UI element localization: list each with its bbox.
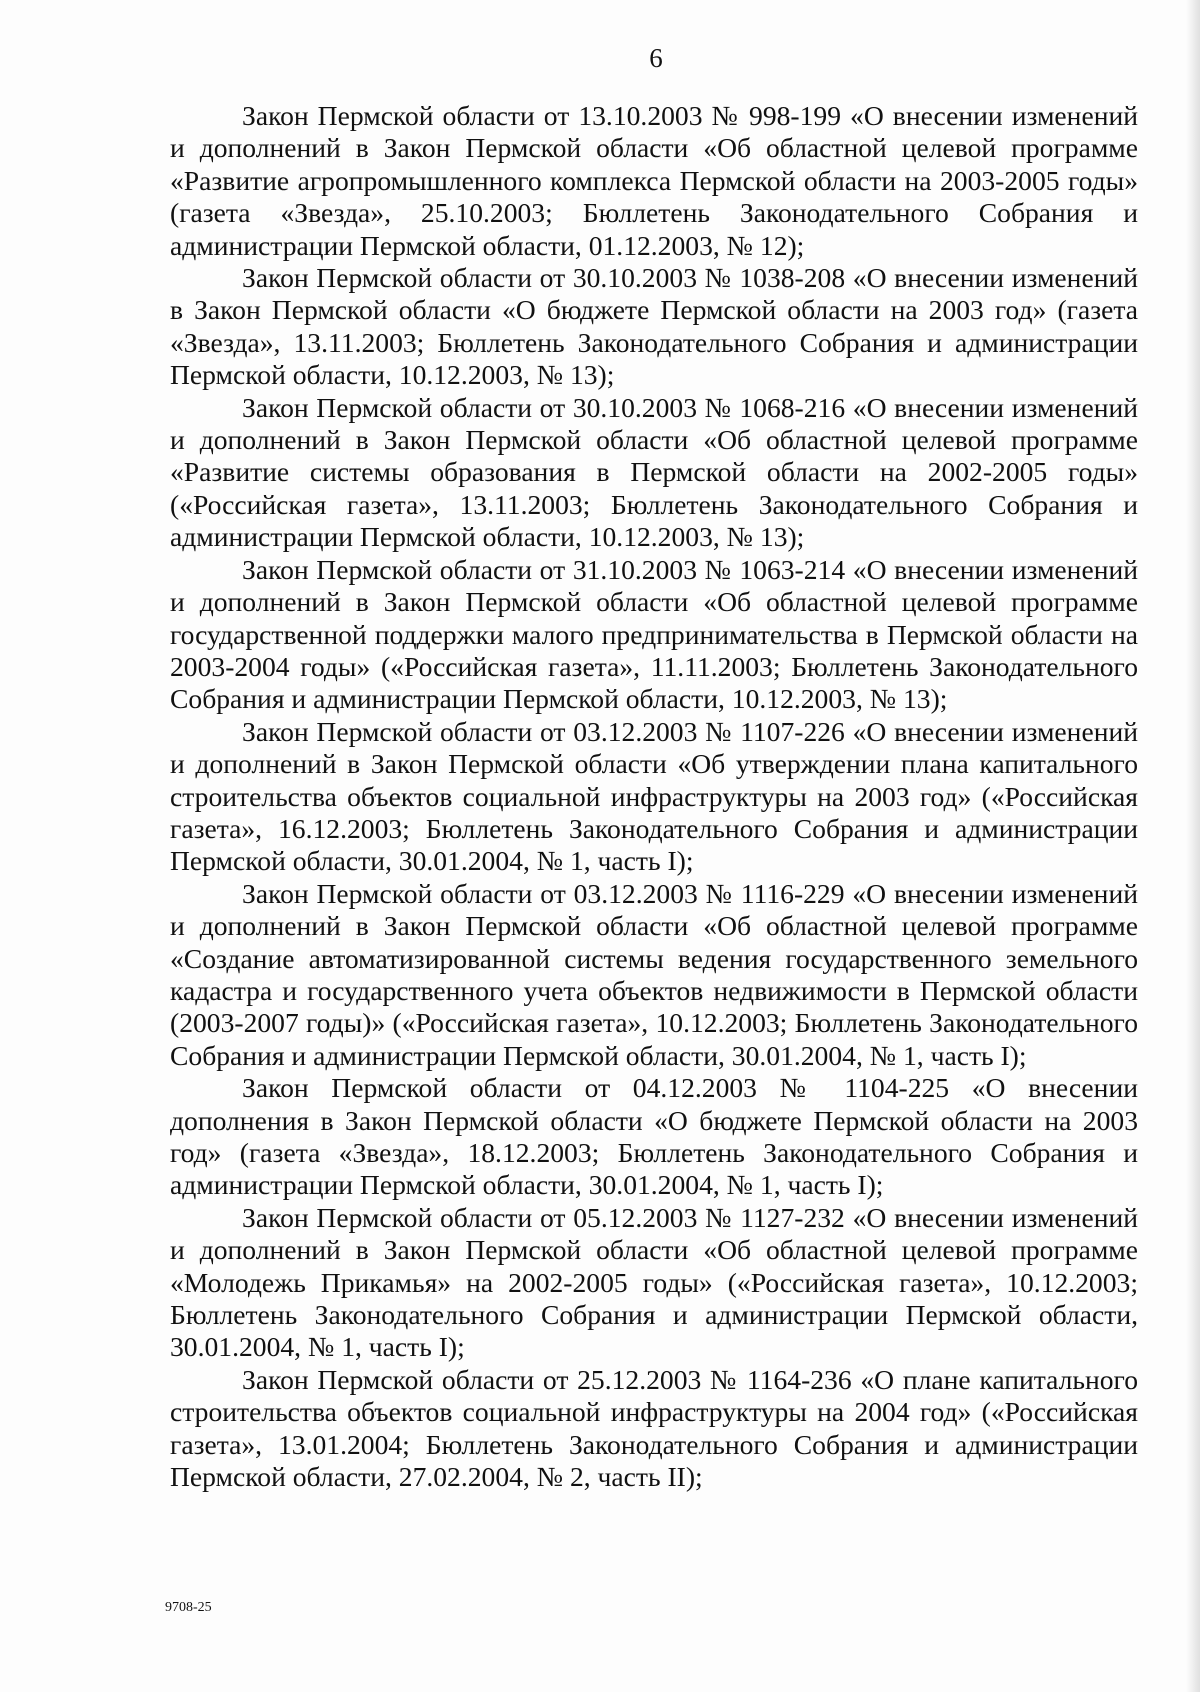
page-number: 6 <box>649 43 663 73</box>
law-reference-paragraph: Закон Пермской области от 03.12.2003 № 1116-229 «О внесении изменений и дополнений в Закон Пермской области «Об областной целевой программе «Создание автоматизированной системы ведения государственного земельного кадастра и государственного учета объектов недвижимости в Пермской области (2003-2007 годы)» («Российская газета», 10.12.2003; Бюллетень Законодательного Собрания и администрации Пермской области, 30.01.2004, № 1, часть I); <box>170 877 1138 1071</box>
law-reference-paragraph: Закон Пермской области от 30.10.2003 № 1038-208 «О внесении изменений в Закон Пермской области «О бюджете Пермской области на 2003 год» (газета «Звезда», 13.11.2003; Бюллетень Законодательного Собрания и администрации Пермской области, 10.12.2003, № 13); <box>170 262 1138 391</box>
law-reference-paragraph: Закон Пермской области от 05.12.2003 № 1127-232 «О внесении изменений и дополнений в Закон Пермской области «Об областной целевой программе «Молодежь Прикамья» на 2002-2005 годы» («Российская газета», 10.12.2003; Бюллетень Законодательного Собрания и администрации Пермской области, 30.01.2004, № 1, часть I); <box>170 1201 1138 1363</box>
document-code: 9708-25 <box>165 1600 212 1615</box>
law-reference-paragraph: Закон Пермской области от 04.12.2003 № 1104-225 «О внесении дополнения в Закон Пермской области «О бюджете Пермской области на 2003 год» (газета «Звезда», 18.12.2003; Бюллетень Законодательного Собрания и администрации Пермской области, 30.01.2004, № 1, часть I); <box>170 1072 1138 1201</box>
law-reference-paragraph: Закон Пермской области от 03.12.2003 № 1107-226 «О внесении изменений и дополнений в Закон Пермской области «Об утверждении плана капитального строительства объектов социальной инфраструктуры на 2003 год» («Российская газета», 16.12.2003; Бюллетень Законодательного Собрания и администрации Пермской области, 30.01.2004, № 1, часть I); <box>170 715 1138 877</box>
law-reference-paragraph: Закон Пермской области от 31.10.2003 № 1063-214 «О внесении изменений и дополнений в Закон Пермской области «Об областной целевой программе государственной поддержки малого предпринимательства в Пермской области на 2003-2004 годы» («Российская газета», 11.11.2003; Бюллетень Законодательного Собрания и администрации Пермской области, 10.12.2003, № 13); <box>170 553 1138 715</box>
document-body <box>170 100 1138 1493</box>
law-reference-paragraph: Закон Пермской области от 30.10.2003 № 1068-216 «О внесении изменений и дополнений в Закон Пермской области «Об областной целевой программе «Развитие системы образования в Пермской области на 2002-2005 годы» («Российская газета», 13.11.2003; Бюллетень Законодательного Собрания и администрации Пермской области, 10.12.2003, № 13); <box>170 391 1138 553</box>
law-reference-paragraph: Закон Пермской области от 13.10.2003 № 998-199 «О внесении изменений и дополнений в Закон Пермской области «Об областной целевой программе «Развитие агропромышленного комплекса Пермской области на 2003-2005 годы» (газета «Звезда», 25.10.2003; Бюллетень Законодательного Собрания и администрации Пермской области, 01.12.2003, № 12); <box>170 100 1138 261</box>
scan-edge-shadow <box>1186 0 1200 1692</box>
law-reference-paragraph: Закон Пермской области от 25.12.2003 № 1164-236 «О плане капитального строительства объектов социальной инфраструктуры на 2004 год» («Российская газета», 13.01.2004; Бюллетень Законодательного Собрания и администрации Пермской области, 27.02.2004, № 2, часть II); <box>170 1363 1138 1493</box>
